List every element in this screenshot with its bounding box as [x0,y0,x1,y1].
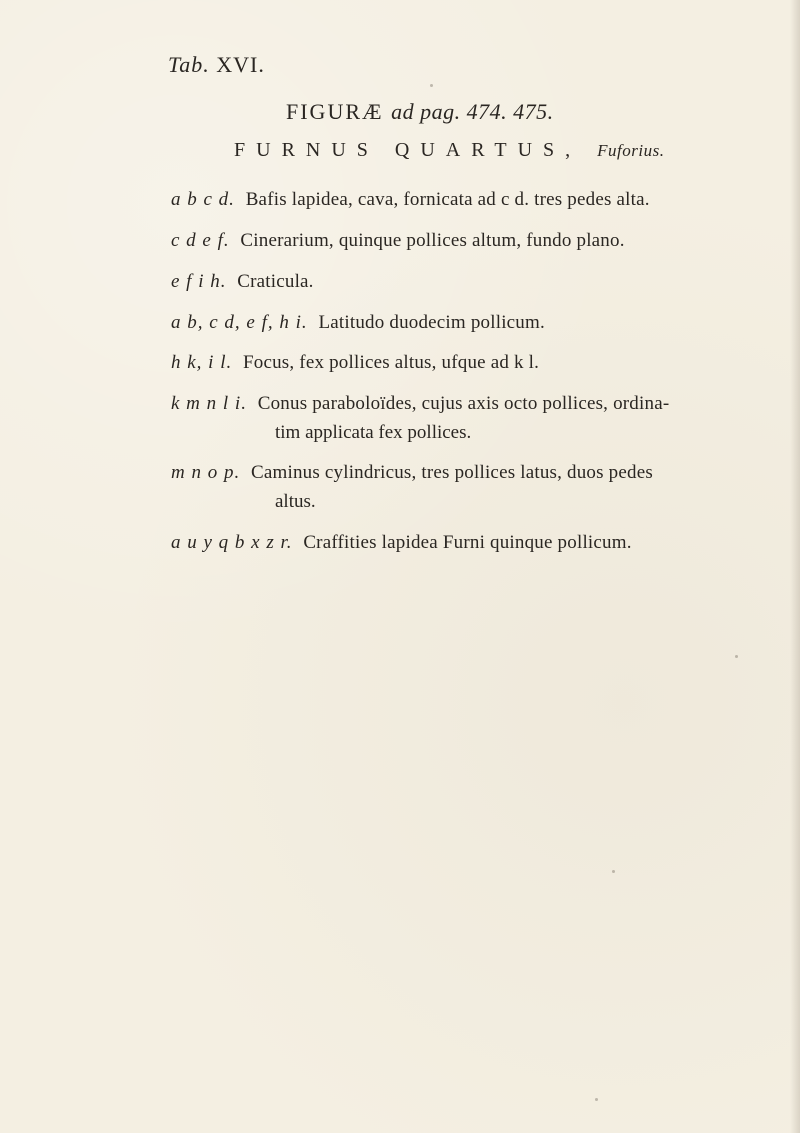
legend-entry [171,185,771,214]
plate-label [168,52,265,78]
entry-text: Craffities lapidea Furni quinque pollicum. [303,532,632,553]
legend-entry [171,308,771,337]
page-edge-shadow [790,0,800,1133]
furnace-title-sub: Fuforius. [597,141,665,160]
furnace-title-main: FURNUS QUARTUS, [234,139,582,161]
figures-heading [286,99,554,125]
entry-text: Cinerarium, quinque pollices altum, fundo plano. [240,230,625,251]
paper-speck [430,84,433,87]
entry-text: Conus paraboloïdes, cujus axis octo pollices, ordina- [257,393,670,414]
figurae-page-ref: ad pag. 474. 475. [391,99,554,124]
entry-label: h k, i l. [171,352,233,373]
tab-label: Tab. [168,52,210,77]
entry-text: Focus, fex pollices altus, ufque ad k l. [243,352,540,373]
furnace-title [234,139,664,162]
entry-label: k m n l i. [171,393,247,414]
legend-entry [171,267,771,296]
paper-speck [612,870,615,873]
entry-text: Craticula. [237,271,314,292]
paper-speck [595,1098,598,1101]
entry-label: e f i h. [171,271,227,292]
entry-continuation: altus. [275,491,316,512]
entry-text: Caminus cylindricus, tres pollices latus, duos pedes [250,462,653,483]
entry-label: a u y q b x z r. [171,532,293,553]
entry-text: Latitudo duodecim pollicum. [318,312,545,333]
legend-entry [171,226,771,255]
legend-entry [171,389,771,447]
entry-continuation: tim applicata fex pollices. [275,422,472,443]
legend-entry [171,528,771,557]
figurae-word: FIGURÆ [286,99,384,124]
legend-entry [171,348,771,377]
tab-number: XVI. [216,52,265,77]
entry-label: c d e f. [171,230,230,251]
entry-label: a b c d. [171,189,235,210]
paper-speck [735,655,738,658]
entry-label: a b, c d, e f, h i. [171,312,308,333]
entry-text: Bafis lapidea, cava, fornicata ad c d. tres pedes alta. [245,189,650,210]
entry-label: m n o p. [171,462,241,483]
legend-entry [171,458,771,516]
